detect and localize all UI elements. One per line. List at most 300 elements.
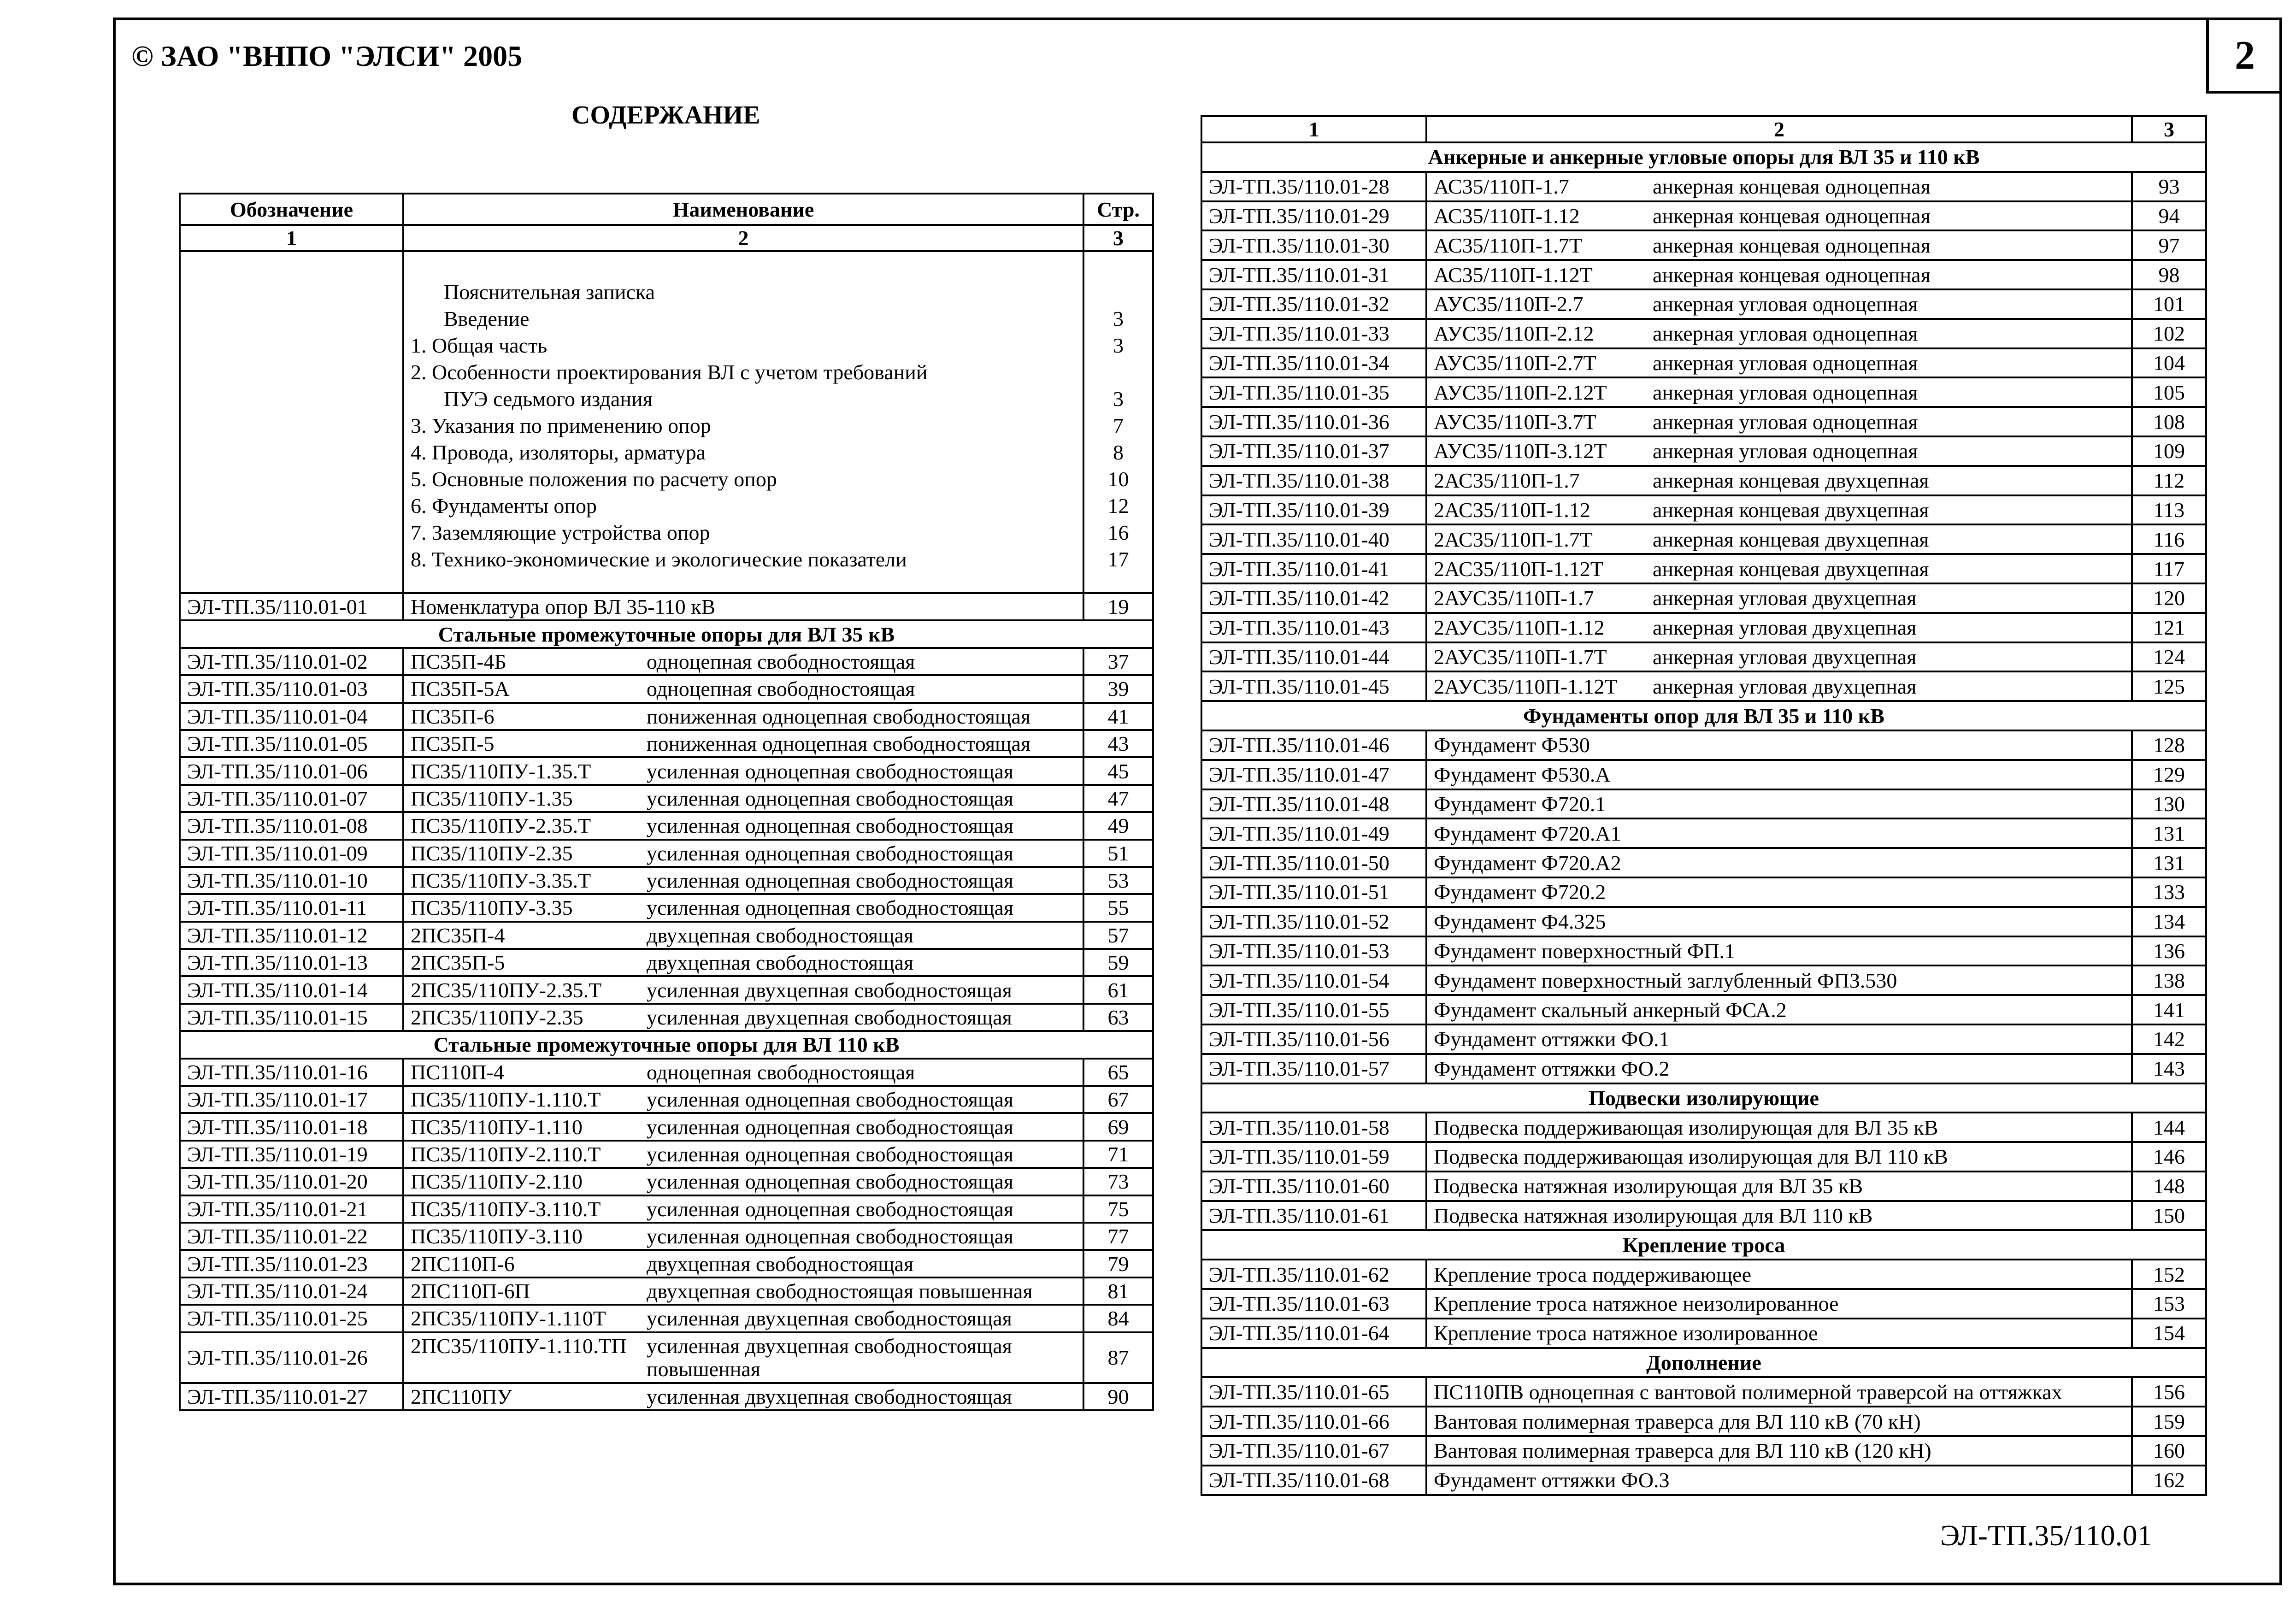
toc-line: 1. Общая часть <box>411 334 548 357</box>
row-name <box>403 1059 1083 1086</box>
table-row <box>180 1305 1153 1332</box>
row-page: 53 <box>1083 867 1153 894</box>
row-name: Фундамент Ф720.1 <box>1426 789 2132 819</box>
row-type: АУС35/110П-3.12Т <box>1434 439 1607 463</box>
row-code: ЭЛ-ТП.35/110.01-53 <box>1201 936 1426 966</box>
row-page: 79 <box>1083 1250 1153 1277</box>
row-code: ЭЛ-ТП.35/110.01-63 <box>1201 1289 1426 1319</box>
row-description: анкерная угловая одноцепная <box>1653 380 1918 404</box>
table-row <box>180 1141 1153 1168</box>
row-code: ЭЛ-ТП.35/110.01-29 <box>1201 201 1426 231</box>
document-code: ЭЛ-ТП.35/110.01 <box>1940 1519 2152 1552</box>
table-row <box>1201 1142 2206 1172</box>
table-row <box>180 1332 1153 1383</box>
toc-pages-cell <box>1083 251 1153 593</box>
toc-page: 3 <box>1113 307 1124 330</box>
row-code: ЭЛ-ТП.35/110.01-19 <box>180 1141 403 1168</box>
table-row <box>1201 172 2206 201</box>
table-row <box>1201 1377 2206 1407</box>
row-description: усиленная одноцепная свободностоящая <box>647 869 1014 893</box>
row-type: 2АУС35/110П-1.12Т <box>1434 674 1618 698</box>
section-title: Стальные промежуточные опоры для ВЛ 110 кВ <box>180 1031 1153 1058</box>
index-1: 1 <box>180 225 403 251</box>
row-page: 98 <box>2132 260 2206 289</box>
row-code: ЭЛ-ТП.35/110.01-15 <box>180 1004 403 1031</box>
row-name <box>1426 172 2132 201</box>
index-row <box>180 225 1153 251</box>
table-row <box>1201 260 2206 289</box>
row-name: Подвеска поддерживающая изолирующая для ВЛ 35 кВ <box>1426 1113 2132 1142</box>
row-name <box>1426 671 2132 701</box>
row-page: 19 <box>1083 593 1153 620</box>
section-header-row <box>1201 1348 2206 1378</box>
row-type: ПС110П-4 <box>411 1060 504 1084</box>
index-2: 2 <box>1426 116 2132 142</box>
row-description: анкерная угловая двухцепная <box>1653 645 1917 669</box>
row-code: ЭЛ-ТП.35/110.01-65 <box>1201 1377 1426 1407</box>
row-page: 37 <box>1083 648 1153 675</box>
row-name <box>1426 583 2132 613</box>
row-page: 129 <box>2132 760 2206 789</box>
row-code: ЭЛ-ТП.35/110.01-14 <box>180 976 403 1003</box>
toc-page: 12 <box>1107 494 1129 518</box>
row-name: Вантовая полимерная траверса для ВЛ 110 кВ (120 кН) <box>1426 1436 2132 1466</box>
row-name <box>403 648 1083 675</box>
row-code: ЭЛ-ТП.35/110.01-44 <box>1201 642 1426 672</box>
row-code: ЭЛ-ТП.35/110.01-36 <box>1201 407 1426 436</box>
row-name <box>1426 554 2132 583</box>
row-code: ЭЛ-ТП.35/110.01-55 <box>1201 995 1426 1024</box>
table-row <box>1201 554 2206 583</box>
row-type: АС35/110П-1.7Т <box>1434 233 1582 257</box>
row-type: АС35/110П-1.12Т <box>1434 263 1593 287</box>
index-3: 3 <box>1083 225 1153 251</box>
row-code: ЭЛ-ТП.35/110.01-51 <box>1201 877 1426 907</box>
row-page: 49 <box>1083 812 1153 839</box>
table-row <box>180 976 1153 1003</box>
toc-page <box>1091 359 1146 386</box>
row-name: Фундамент поверхностный заглубленный ФПЗ.530 <box>1426 966 2132 995</box>
row-name <box>1426 407 2132 436</box>
row-page: 93 <box>2132 172 2206 201</box>
row-name <box>403 812 1083 839</box>
row-description: одноцепная свободностоящая <box>647 1060 915 1084</box>
row-page: 128 <box>2132 730 2206 760</box>
row-name <box>1426 319 2132 348</box>
row-code: ЭЛ-ТП.35/110.01-32 <box>1201 289 1426 319</box>
row-code: ЭЛ-ТП.35/110.01-24 <box>180 1278 403 1305</box>
table-row <box>1201 436 2206 466</box>
row-name: Фундамент Ф720.А2 <box>1426 848 2132 877</box>
row-description: одноцепная свободностоящая <box>647 677 915 701</box>
section-header-row <box>180 1031 1153 1058</box>
row-page: 120 <box>2132 583 2206 613</box>
row-code: ЭЛ-ТП.35/110.01-46 <box>1201 730 1426 760</box>
row-name <box>403 1086 1083 1113</box>
row-name: Фундамент Ф530 <box>1426 730 2132 760</box>
table-row <box>1201 877 2206 907</box>
table-row <box>1201 789 2206 819</box>
row-code: ЭЛ-ТП.35/110.01-31 <box>1201 260 1426 289</box>
row-page: 125 <box>2132 671 2206 701</box>
row-name <box>403 1141 1083 1168</box>
row-description: усиленная двухцепная свободностоящая повышенная <box>647 1334 1012 1381</box>
row-name <box>1426 289 2132 319</box>
row-code: ЭЛ-ТП.35/110.01-25 <box>180 1305 403 1332</box>
row-name <box>403 1223 1083 1250</box>
row-page: 63 <box>1083 1004 1153 1031</box>
table-row <box>1201 613 2206 642</box>
toc-line: 5. Основные положения по расчету опор <box>411 467 777 491</box>
row-code: ЭЛ-ТП.35/110.01-42 <box>1201 583 1426 613</box>
row-page: 39 <box>1083 675 1153 702</box>
row-type: ПС35/110ПУ-2.35.Т <box>411 814 591 838</box>
row-type: ПС35/110ПУ-1.35.Т <box>411 759 591 783</box>
row-page: 102 <box>2132 319 2206 348</box>
row-code: ЭЛ-ТП.35/110.01-37 <box>1201 436 1426 466</box>
row-type: АУС35/110П-2.12 <box>1434 322 1594 346</box>
row-description: усиленная одноцепная свободностоящая <box>647 814 1014 838</box>
row-page: 67 <box>1083 1086 1153 1113</box>
row-name <box>1426 377 2132 407</box>
section-header-row <box>1201 142 2206 172</box>
row-type: 2АУС35/110П-1.12 <box>1434 616 1605 640</box>
table-row <box>1201 1436 2206 1466</box>
table-row <box>1201 348 2206 378</box>
table-row <box>180 949 1153 976</box>
row-page: 117 <box>2132 554 2206 583</box>
table-row <box>1201 1172 2206 1201</box>
row-page: 150 <box>2132 1201 2206 1230</box>
toc-line: 6. Фундаменты опор <box>411 494 597 518</box>
row-page: 104 <box>2132 348 2206 378</box>
row-page: 142 <box>2132 1024 2206 1054</box>
table-row <box>1201 583 2206 613</box>
row-description: двухцепная свободностоящая повышенная <box>647 1279 1033 1303</box>
table-row <box>1201 760 2206 789</box>
table-row <box>180 593 1153 620</box>
row-type: ПС35П-4Б <box>411 649 506 673</box>
row-code: ЭЛ-ТП.35/110.01-60 <box>1201 1172 1426 1201</box>
row-description: одноцепная свободностоящая <box>647 649 915 673</box>
row-page: 156 <box>2132 1377 2206 1407</box>
row-type: 2ПС35П-4 <box>411 923 505 947</box>
toc-line: 3. Указания по применению опор <box>411 414 711 437</box>
row-name <box>403 675 1083 702</box>
row-name <box>403 785 1083 812</box>
row-code: ЭЛ-ТП.35/110.01-07 <box>180 785 403 812</box>
table-row <box>180 1250 1153 1277</box>
table-row <box>1201 1260 2206 1289</box>
row-code: ЭЛ-ТП.35/110.01-64 <box>1201 1319 1426 1348</box>
row-description: анкерная концевая одноцепная <box>1653 263 1931 287</box>
row-name: Фундамент Ф4.325 <box>1426 907 2132 936</box>
row-type: АУС35/110П-2.7 <box>1434 292 1584 316</box>
table-row <box>1201 936 2206 966</box>
row-name <box>1426 260 2132 289</box>
row-description: усиленная одноцепная свободностоящая <box>647 786 1014 810</box>
row-code: ЭЛ-ТП.35/110.01-13 <box>180 949 403 976</box>
row-name <box>1426 642 2132 672</box>
row-code: ЭЛ-ТП.35/110.01-61 <box>1201 1201 1426 1230</box>
row-page: 124 <box>2132 642 2206 672</box>
row-type: ПС35/110ПУ-2.110.Т <box>411 1142 601 1166</box>
row-name <box>403 730 1083 757</box>
row-name <box>1426 466 2132 495</box>
table-row <box>1201 466 2206 495</box>
row-description: анкерная концевая двухцепная <box>1653 527 1929 551</box>
row-page: 154 <box>2132 1319 2206 1348</box>
row-page: 51 <box>1083 840 1153 867</box>
row-code: ЭЛ-ТП.35/110.01-03 <box>180 675 403 702</box>
row-code: ЭЛ-ТП.35/110.01-30 <box>1201 230 1426 260</box>
row-code: ЭЛ-ТП.35/110.01-04 <box>180 703 403 730</box>
table-row <box>180 840 1153 867</box>
row-page: 101 <box>2132 289 2206 319</box>
table-row <box>1201 1054 2206 1083</box>
table-row <box>1201 671 2206 701</box>
row-type: ПС35/110ПУ-3.110 <box>411 1225 583 1248</box>
row-name <box>403 840 1083 867</box>
table-row <box>1201 1319 2206 1348</box>
row-code: ЭЛ-ТП.35/110.01-43 <box>1201 613 1426 642</box>
row-type: 2ПС110П-6П <box>411 1279 530 1303</box>
row-type: 2ПС110ПУ <box>411 1384 512 1408</box>
row-code: ЭЛ-ТП.35/110.01-33 <box>1201 319 1426 348</box>
row-description: усиленная одноцепная свободностоящая <box>647 1197 1014 1221</box>
row-type: 2ПС35/110ПУ-2.35 <box>411 1006 583 1030</box>
table-row <box>1201 495 2206 525</box>
row-page: 133 <box>2132 877 2206 907</box>
row-type: ПС35/110ПУ-1.35 <box>411 786 573 810</box>
row-page: 77 <box>1083 1223 1153 1250</box>
row-name: Крепление троса натяжное неизолированное <box>1426 1289 2132 1319</box>
row-page: 108 <box>2132 407 2206 436</box>
row-page: 75 <box>1083 1195 1153 1223</box>
row-type: 2АС35/110П-1.7 <box>1434 469 1580 493</box>
row-name <box>1426 436 2132 466</box>
row-page: 148 <box>2132 1172 2206 1201</box>
row-page: 130 <box>2132 789 2206 819</box>
row-code: ЭЛ-ТП.35/110.01-18 <box>180 1113 403 1140</box>
row-code: ЭЛ-ТП.35/110.01-59 <box>1201 1142 1426 1172</box>
row-name: Фундамент Ф720.А1 <box>1426 818 2132 848</box>
row-name <box>1426 201 2132 231</box>
table-row <box>1201 1024 2206 1054</box>
row-type: 2ПС35П-5 <box>411 951 505 975</box>
row-name: Фундамент Ф720.2 <box>1426 877 2132 907</box>
row-code: ЭЛ-ТП.35/110.01-35 <box>1201 377 1426 407</box>
row-code: ЭЛ-ТП.35/110.01-67 <box>1201 1436 1426 1466</box>
row-description: двухцепная свободностоящая <box>647 923 914 947</box>
table-row <box>180 1278 1153 1305</box>
row-type: ПС35/110ПУ-3.110.Т <box>411 1197 601 1221</box>
row-code: ЭЛ-ТП.35/110.01-21 <box>180 1195 403 1223</box>
header-name: Наименование <box>403 194 1083 225</box>
row-name: ПС110ПВ одноцепная с вантовой полимерной траверсой на оттяжках <box>1426 1377 2132 1407</box>
toc-page: 16 <box>1107 521 1129 544</box>
row-code: ЭЛ-ТП.35/110.01-05 <box>180 730 403 757</box>
row-code: ЭЛ-ТП.35/110.01-16 <box>180 1059 403 1086</box>
row-description: анкерная концевая одноцепная <box>1653 204 1931 228</box>
row-page: 41 <box>1083 703 1153 730</box>
row-type: ПС35/110ПУ-1.110.Т <box>411 1088 601 1112</box>
section-title: Дополнение <box>1201 1348 2206 1378</box>
table-row <box>1201 319 2206 348</box>
row-code: ЭЛ-ТП.35/110.01-52 <box>1201 907 1426 936</box>
index-row <box>1201 116 2206 142</box>
row-code: ЭЛ-ТП.35/110.01-20 <box>180 1168 403 1195</box>
row-page: 59 <box>1083 949 1153 976</box>
row-code: ЭЛ-ТП.35/110.01-56 <box>1201 1024 1426 1054</box>
row-name <box>403 1004 1083 1031</box>
section-title: Подвески изолирующие <box>1201 1083 2206 1113</box>
row-description: усиленная одноцепная свободностоящая <box>647 1115 1014 1139</box>
toc-empty-cell <box>180 251 403 593</box>
row-code: ЭЛ-ТП.35/110.01-40 <box>1201 524 1426 554</box>
toc-page: 3 <box>1113 334 1124 357</box>
row-page: 153 <box>2132 1289 2206 1319</box>
page-number: 2 <box>2206 20 2281 94</box>
row-type: ПС35П-5 <box>411 732 495 756</box>
row-page: 134 <box>2132 907 2206 936</box>
toc-page: 10 <box>1107 467 1129 491</box>
row-name <box>403 949 1083 976</box>
table-row <box>1201 1113 2206 1142</box>
toc-line: 7. Заземляющие устройства опор <box>411 521 710 544</box>
row-type: 2АС35/110П-1.7Т <box>1434 527 1593 551</box>
contents-table-left <box>179 193 1154 1411</box>
row-page: 71 <box>1083 1141 1153 1168</box>
toc-line: Введение <box>444 307 530 330</box>
row-code: ЭЛ-ТП.35/110.01-23 <box>180 1250 403 1277</box>
row-page: 131 <box>2132 848 2206 877</box>
row-code: ЭЛ-ТП.35/110.01-50 <box>1201 848 1426 877</box>
toc-line: ПУЭ седьмого издания <box>444 387 653 411</box>
table-row <box>180 922 1153 949</box>
row-type: 2ПС35/110ПУ-1.110Т <box>411 1307 606 1331</box>
row-code: ЭЛ-ТП.35/110.01-66 <box>1201 1407 1426 1436</box>
table-row <box>180 757 1153 784</box>
row-code: ЭЛ-ТП.35/110.01-12 <box>180 922 403 949</box>
row-page: 84 <box>1083 1305 1153 1332</box>
row-code: ЭЛ-ТП.35/110.01-02 <box>180 648 403 675</box>
row-name: Крепление троса натяжное изолированное <box>1426 1319 2132 1348</box>
row-code: ЭЛ-ТП.35/110.01-48 <box>1201 789 1426 819</box>
row-name <box>403 1168 1083 1195</box>
index-1: 1 <box>1201 116 1426 142</box>
row-description: усиленная одноцепная свободностоящая <box>647 896 1014 920</box>
row-name <box>403 1332 1083 1383</box>
row-type: 2АУС35/110П-1.7Т <box>1434 645 1607 669</box>
row-page: 136 <box>2132 936 2206 966</box>
section-title: Фундаменты опор для ВЛ 35 и 110 кВ <box>1201 701 2206 730</box>
row-description: пониженная одноцепная свободностоящая <box>647 732 1031 756</box>
row-name <box>403 1305 1083 1332</box>
table-row <box>180 1168 1153 1195</box>
row-description: анкерная угловая одноцепная <box>1653 410 1918 434</box>
row-description: анкерная концевая двухцепная <box>1653 557 1929 581</box>
row-type: АС35/110П-1.7 <box>1434 175 1569 199</box>
row-page: 90 <box>1083 1383 1153 1410</box>
row-page: 131 <box>2132 818 2206 848</box>
row-description: анкерная концевая одноцепная <box>1653 175 1931 199</box>
row-description: усиленная двухцепная свободностоящая <box>647 1384 1012 1408</box>
row-description: анкерная концевая одноцепная <box>1653 233 1931 257</box>
table-row <box>180 785 1153 812</box>
row-page: 61 <box>1083 976 1153 1003</box>
row-description: усиленная двухцепная свободностоящая <box>647 978 1012 1002</box>
row-name <box>403 703 1083 730</box>
table-row <box>1201 289 2206 319</box>
row-code: ЭЛ-ТП.35/110.01-41 <box>1201 554 1426 583</box>
row-page: 162 <box>2132 1466 2206 1495</box>
row-type: ПС35/110ПУ-1.110 <box>411 1115 583 1139</box>
row-page: 141 <box>2132 995 2206 1024</box>
row-description: усиленная двухцепная свободностоящая <box>647 1307 1012 1331</box>
row-type: 2АС35/110П-1.12Т <box>1434 557 1603 581</box>
table-row <box>1201 524 2206 554</box>
table-row <box>1201 642 2206 672</box>
row-description: пониженная одноцепная свободностоящая <box>647 704 1031 728</box>
row-page: 65 <box>1083 1059 1153 1086</box>
row-name: Фундамент поверхностный ФП.1 <box>1426 936 2132 966</box>
table-row <box>180 1383 1153 1410</box>
row-page: 87 <box>1083 1332 1153 1383</box>
toc-line: Пояснительная записка <box>444 280 655 304</box>
toc-page: 8 <box>1113 441 1124 464</box>
row-description: анкерная угловая одноцепная <box>1653 351 1918 375</box>
toc-line: 2. Особенности проектирования ВЛ с учетом требований <box>411 360 928 384</box>
row-page: 109 <box>2132 436 2206 466</box>
table-row <box>1201 201 2206 231</box>
row-name <box>403 867 1083 894</box>
row-name <box>1426 348 2132 378</box>
row-name: Фундамент оттяжки ФО.1 <box>1426 1024 2132 1054</box>
row-code: ЭЛ-ТП.35/110.01-01 <box>180 593 403 620</box>
table-row <box>1201 377 2206 407</box>
row-description: анкерная угловая одноцепная <box>1653 439 1918 463</box>
contents-table-right <box>1201 115 2207 1496</box>
row-code: ЭЛ-ТП.35/110.01-47 <box>1201 760 1426 789</box>
table-row <box>180 1059 1153 1086</box>
toc-line: 8. Технико-экономические и экологические показатели <box>411 548 907 571</box>
row-code: ЭЛ-ТП.35/110.01-39 <box>1201 495 1426 525</box>
row-name: Фундамент скальный анкерный ФСА.2 <box>1426 995 2132 1024</box>
table-row <box>1201 966 2206 995</box>
row-page: 113 <box>2132 495 2206 525</box>
row-type: ПС35/110ПУ-2.110 <box>411 1170 583 1194</box>
row-page: 152 <box>2132 1260 2206 1289</box>
row-type: АУС35/110П-2.7Т <box>1434 351 1596 375</box>
section-title: Анкерные и анкерные угловые опоры для ВЛ 35 и 110 кВ <box>1201 142 2206 172</box>
row-name <box>1426 613 2132 642</box>
row-type: АС35/110П-1.12 <box>1434 204 1580 228</box>
row-name <box>1426 495 2132 525</box>
row-description: анкерная концевая двухцепная <box>1653 469 1929 493</box>
row-code: ЭЛ-ТП.35/110.01-54 <box>1201 966 1426 995</box>
table-row <box>1201 1407 2206 1436</box>
row-page: 105 <box>2132 377 2206 407</box>
table-row <box>1201 848 2206 877</box>
row-name: Фундамент оттяжки ФО.2 <box>1426 1054 2132 1083</box>
table-row <box>1201 1289 2206 1319</box>
row-type: 2ПС110П-6 <box>411 1252 515 1276</box>
table-row <box>180 867 1153 894</box>
table-row <box>1201 1466 2206 1495</box>
row-page: 138 <box>2132 966 2206 995</box>
row-code: ЭЛ-ТП.35/110.01-62 <box>1201 1260 1426 1289</box>
